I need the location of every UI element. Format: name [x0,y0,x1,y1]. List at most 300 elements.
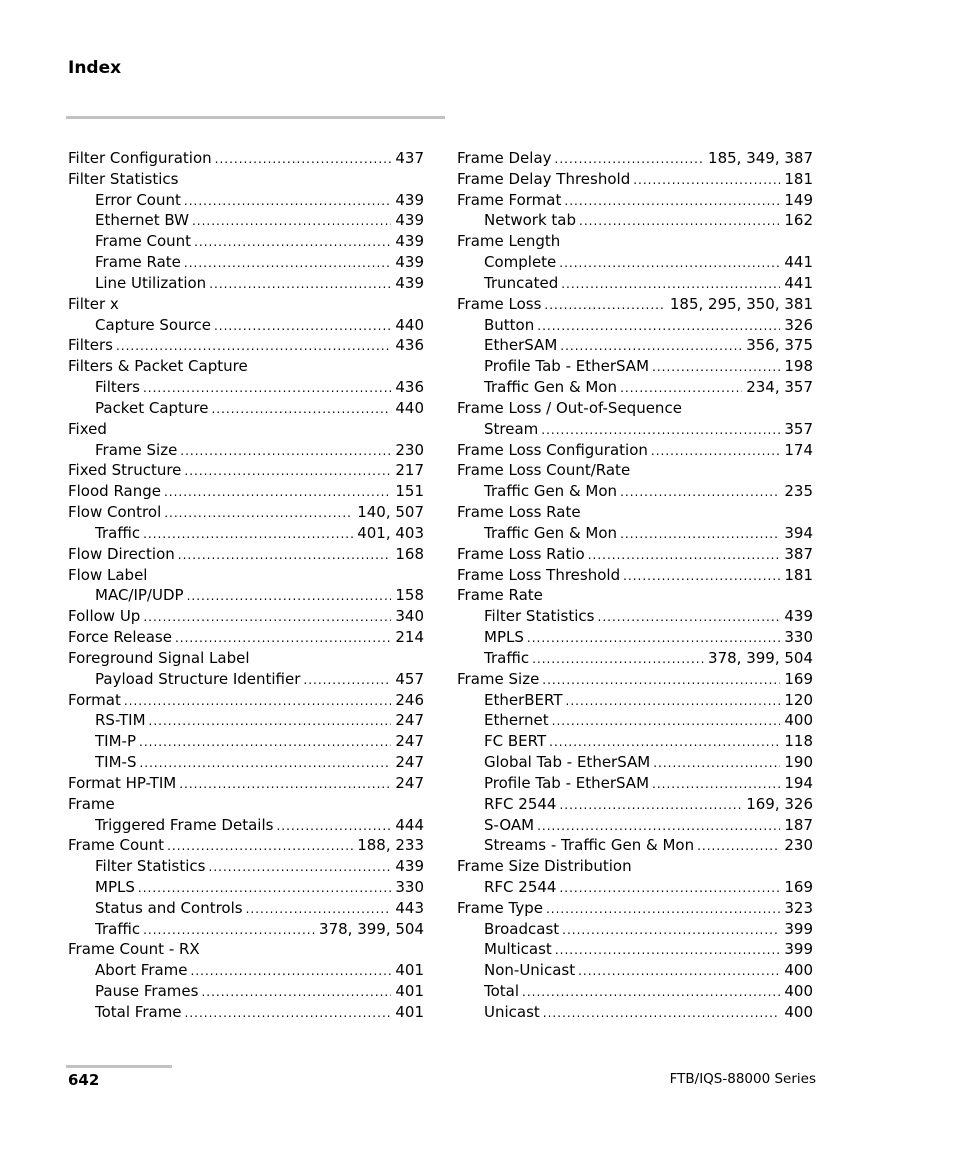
entry-term: Traffic Gen & Mon [484,378,618,397]
entry-term: Foreground Signal Label [68,648,250,667]
dot-leader [139,752,391,773]
entry-term: Multicast [484,940,552,959]
index-subentry [68,210,424,231]
entry-pages: 340 [395,607,424,626]
entry-term: Frame Size [457,669,540,688]
entry-pages: 440 [395,315,424,334]
index-subentry [457,690,813,711]
index-entry [457,856,813,877]
entry-term: Frame Loss / Out-of-Sequence [457,398,682,417]
entry-pages: 439 [784,607,813,626]
dot-leader [652,773,780,794]
dot-leader [543,1002,781,1023]
index-subentry [68,752,424,773]
dot-leader [560,335,742,356]
index-entry [68,481,424,502]
entry-pages: 140, 507 [357,503,424,522]
index-column-right [457,148,813,1023]
entry-term: Frame Size Distribution [457,857,632,876]
entry-pages: 188, 233 [357,836,424,855]
entry-term: Force Release [68,628,172,647]
index-entry [457,460,813,481]
footer-rule [66,1065,172,1068]
entry-pages: 400 [784,711,813,730]
dot-leader [537,315,780,336]
entry-term: Frame Delay Threshold [457,169,631,188]
dot-leader [541,419,780,440]
index-subentry [457,315,813,336]
entry-pages: 326 [784,315,813,334]
index-entry [68,939,424,960]
entry-term: Complete [484,253,557,272]
dot-leader [566,690,781,711]
dot-leader [209,273,391,294]
entry-pages: 378, 399, 504 [319,919,424,938]
index-subentry [457,752,813,773]
entry-pages: 169 [784,669,813,688]
index-subentry [457,252,813,273]
dot-leader [116,335,391,356]
entry-term: EtherBERT [484,690,563,709]
dot-leader [143,919,315,940]
entry-term: Non-Unicast [484,961,576,980]
index-subentry [68,856,424,877]
entry-pages: 217 [395,461,424,480]
entry-term: Flow Direction [68,544,175,563]
entry-term: Total [484,982,520,1001]
index-entry [68,835,424,856]
entry-term: Flow Label [68,565,148,584]
dot-leader [179,773,391,794]
entry-pages: 401, 403 [357,523,424,542]
entry-term: Traffic Gen & Mon [484,482,618,501]
entry-term: Flow Control [68,503,162,522]
index-subentry [457,773,813,794]
entry-pages: 400 [784,982,813,1001]
dot-leader [139,731,391,752]
index-subentry [68,919,424,940]
index-entry [457,294,813,315]
index-subentry [457,273,813,294]
index-subentry [457,710,813,731]
entry-pages: 181 [784,565,813,584]
entry-term: Follow Up [68,607,141,626]
index-entry [68,169,424,190]
dot-leader [620,481,780,502]
entry-term: Filter x [68,294,119,313]
dot-leader [214,315,391,336]
index-subentry [68,877,424,898]
entry-term: Format [68,690,121,709]
dot-leader [167,835,353,856]
index-column-left [68,148,424,1023]
index-entry [68,544,424,565]
entry-term: Button [484,315,535,334]
dot-leader [192,210,391,231]
dot-leader [542,669,780,690]
entry-term: Filter Statistics [68,169,179,188]
entry-term: Frame Loss Count/Rate [457,461,631,480]
entry-pages: 149 [784,190,813,209]
dot-leader [579,210,780,231]
entry-term: Ethernet BW [95,211,189,230]
dot-leader [164,481,391,502]
index-subentry [457,731,813,752]
entry-term: FC BERT [484,732,547,751]
index-subentry [457,356,813,377]
index-entry [457,148,813,169]
entry-pages: 194 [784,773,813,792]
dot-leader [598,606,781,627]
entry-term: Frame Loss Ratio [457,544,585,563]
index-subentry [457,919,813,940]
index-entry [457,669,813,690]
entry-pages: 230 [784,836,813,855]
index-entry [457,169,813,190]
index-entry [68,627,424,648]
entry-term: Filter Statistics [95,857,206,876]
entry-term: Global Tab - EtherSAM [484,753,651,772]
entry-pages: 399 [784,940,813,959]
entry-term: Format HP-TIM [68,773,177,792]
entry-term: Fixed Structure [68,461,182,480]
index-entry [68,690,424,711]
entry-term: Streams - Traffic Gen & Mon [484,836,695,855]
dot-leader [546,898,780,919]
entry-pages: 246 [395,690,424,709]
dot-leader [623,565,780,586]
dot-leader [201,981,391,1002]
entry-pages: 436 [395,378,424,397]
dot-leader [149,710,392,731]
entry-term: Unicast [484,1002,540,1021]
entry-pages: 118 [784,732,813,751]
entry-term: Total Frame [95,1002,182,1021]
entry-term: EtherSAM [484,336,558,355]
entry-term: Pause Frames [95,982,199,1001]
entry-pages: 443 [395,898,424,917]
entry-term: Abort Frame [95,961,188,980]
index-subentry [68,315,424,336]
entry-term: Frame Length [457,232,561,251]
index-subentry [68,898,424,919]
index-entry [68,648,424,669]
index-entry [457,898,813,919]
entry-term: Status and Controls [95,898,243,917]
dot-leader [303,669,391,690]
dot-leader [194,231,391,252]
index-subentry [68,585,424,606]
entry-term: Frame Loss Threshold [457,565,621,584]
dot-leader [209,856,392,877]
index-subentry [457,1002,813,1023]
index-subentry [68,440,424,461]
dot-leader [164,502,353,523]
dot-leader [564,190,780,211]
entry-term: Truncated [484,273,559,292]
entry-term: Packet Capture [95,398,209,417]
entry-term: RFC 2544 [484,794,557,813]
dot-leader [555,939,781,960]
dot-leader [620,523,780,544]
entry-term: Traffic [95,919,141,938]
entry-term: MPLS [95,877,135,896]
entry-pages: 400 [784,961,813,980]
entry-pages: 158 [395,586,424,605]
entry-pages: 247 [395,732,424,751]
dot-leader [191,960,392,981]
index-subentry [457,835,813,856]
dot-leader [180,440,391,461]
entry-term: Filters [68,336,113,355]
dot-leader [178,544,392,565]
entry-pages: 151 [395,482,424,501]
dot-leader [578,960,780,981]
entry-term: Filters & Packet Capture [68,357,248,376]
index-entry [457,565,813,586]
entry-pages: 401 [395,1002,424,1021]
entry-term: Filter Configuration [68,149,212,167]
entry-pages: 187 [784,815,813,834]
index-subentry [457,981,813,1002]
dot-leader [527,627,780,648]
index-subentry [68,398,424,419]
index-entry [68,773,424,794]
entry-pages: 436 [395,336,424,355]
index-subentry [457,960,813,981]
entry-pages: 439 [395,232,424,251]
index-entry [68,419,424,440]
entry-term: Frame Count - RX [68,940,200,959]
index-subentry [68,523,424,544]
entry-term: Triggered Frame Details [95,815,274,834]
entry-term: Frame Count [95,232,192,251]
dot-leader [522,981,780,1002]
index-subentry [457,210,813,231]
dot-leader [276,815,391,836]
entry-pages: 378, 399, 504 [708,648,813,667]
entry-term: S-OAM [484,815,535,834]
index-subentry [68,669,424,690]
index-entry [457,231,813,252]
index-subentry [457,606,813,627]
entry-pages: 399 [784,919,813,938]
entry-term: Frame Type [457,898,543,917]
entry-term: Frame Count [68,836,165,855]
entry-term: Traffic [95,523,141,542]
entry-pages: 457 [395,669,424,688]
entry-pages: 247 [395,711,424,730]
entry-pages: 444 [395,815,424,834]
dot-leader [184,190,391,211]
entry-pages: 168 [395,544,424,563]
entry-pages: 439 [395,857,424,876]
entry-term: Frame Rate [457,586,543,605]
entry-pages: 230 [395,440,424,459]
index-entry [68,565,424,586]
index-subentry [68,960,424,981]
entry-pages: 394 [784,523,813,542]
entry-pages: 440 [395,398,424,417]
entry-pages: 181 [784,169,813,188]
index-subentry [68,981,424,1002]
entry-pages: 439 [395,211,424,230]
entry-term: Frame Loss [457,294,542,313]
entry-term: Broadcast [484,919,560,938]
index-subentry [68,710,424,731]
entry-term: Error Count [95,190,181,209]
index-subentry [68,731,424,752]
entry-term: Filter Statistics [484,607,595,626]
dot-leader [559,252,780,273]
entry-term: MAC/IP/UDP [95,586,184,605]
entry-term: TIM-P [95,732,136,751]
entry-term: Frame Format [457,190,562,209]
entry-term: Frame Loss Configuration [457,440,648,459]
index-entry [68,148,424,169]
dot-leader [143,523,353,544]
entry-pages: 234, 357 [746,378,813,397]
index-subentry [68,252,424,273]
entry-term: Flood Range [68,482,161,501]
entry-pages: 235 [784,482,813,501]
entry-term: TIM-S [95,753,137,772]
entry-pages: 437 [395,149,424,167]
index-subentry [457,523,813,544]
entry-term: MPLS [484,628,524,647]
dot-leader [532,648,704,669]
dot-leader [143,606,391,627]
entry-pages: 169, 326 [746,794,813,813]
index-entry [457,585,813,606]
dot-leader [185,1002,392,1023]
dot-leader [549,731,780,752]
dot-leader [651,440,780,461]
entry-term: Filters [95,378,140,397]
entry-term: RFC 2544 [484,877,557,896]
dot-leader [555,148,705,169]
entry-pages: 439 [395,273,424,292]
index-subentry [457,648,813,669]
entry-term: Payload Structure Identifier [95,669,301,688]
entry-pages: 401 [395,982,424,1001]
entry-pages: 323 [784,898,813,917]
dot-leader [633,169,780,190]
dot-leader [561,273,780,294]
entry-term: Fixed [68,419,107,438]
entry-pages: 247 [395,753,424,772]
index-subentry [457,794,813,815]
index-subentry [457,335,813,356]
entry-pages: 169 [784,877,813,896]
entry-pages: 439 [395,253,424,272]
entry-pages: 330 [395,877,424,896]
entry-term: Frame Delay [457,149,552,167]
dot-leader [187,585,392,606]
entry-pages: 247 [395,773,424,792]
index-subentry [68,190,424,211]
dot-leader [697,835,780,856]
index-entry [68,335,424,356]
dot-leader [175,627,391,648]
entry-pages: 120 [784,690,813,709]
index-subentry [68,377,424,398]
dot-leader [184,460,391,481]
index-subentry [68,1002,424,1023]
index-subentry [457,627,813,648]
entry-pages: 400 [784,1002,813,1021]
index-entry [68,794,424,815]
entry-pages: 162 [784,211,813,230]
index-entry [457,440,813,461]
entry-term: Ethernet [484,711,549,730]
dot-leader [246,898,392,919]
index-entry [457,398,813,419]
dot-leader [653,752,780,773]
dot-leader [559,794,742,815]
index-entry [68,356,424,377]
entry-term: Frame Size [95,440,178,459]
dot-leader [124,690,392,711]
entry-pages: 356, 375 [746,336,813,355]
index-subentry [457,481,813,502]
index-subentry [457,877,813,898]
entry-pages: 387 [784,544,813,563]
entry-term: Line Utilization [95,273,207,292]
entry-term: RS-TIM [95,711,146,730]
index-subentry [68,815,424,836]
entry-term: Traffic Gen & Mon [484,523,618,542]
dot-leader [552,710,781,731]
entry-term: Frame Rate [95,253,181,272]
entry-pages: 441 [784,273,813,292]
document-series: FTB/IQS-88000 Series [669,1071,816,1087]
entry-pages: 190 [784,753,813,772]
dot-leader [138,877,391,898]
dot-leader [211,398,391,419]
index-entry [68,502,424,523]
index-entry [68,294,424,315]
dot-leader [184,252,391,273]
index-subentry [457,815,813,836]
entry-pages: 439 [395,190,424,209]
index-subentry [68,231,424,252]
index-subentry [457,939,813,960]
entry-pages: 185, 295, 350, 381 [669,294,813,313]
dot-leader [537,815,780,836]
entry-term: Network tab [484,211,576,230]
entry-term: Profile Tab - EtherSAM [484,773,650,792]
index-subentry [68,273,424,294]
entry-pages: 185, 349, 387 [708,149,813,167]
index-entry [457,544,813,565]
entry-pages: 174 [784,440,813,459]
entry-term: Stream [484,419,539,438]
index-entry [68,606,424,627]
page-title: Index [68,58,122,78]
header-rule [66,116,445,119]
dot-leader [652,356,780,377]
index-entry [457,190,813,211]
entry-term: Capture Source [95,315,211,334]
dot-leader [215,148,392,169]
entry-term: Frame Loss Rate [457,503,581,522]
entry-pages: 198 [784,357,813,376]
dot-leader [588,544,781,565]
dot-leader [559,877,780,898]
dot-leader [562,919,780,940]
entry-term: Profile Tab - EtherSAM [484,357,650,376]
